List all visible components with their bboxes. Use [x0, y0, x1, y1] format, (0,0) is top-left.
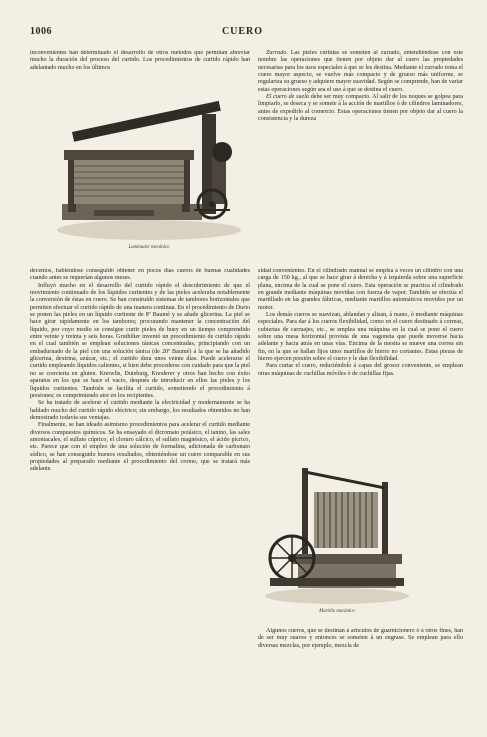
paragraph: sidad convenientes. En el cilindrado manual se emplea á veces un cilindro con una carga de 150 kg., al que se hace girar á derecha y á izquierda sobre una superficie plana, encima de la cual se pone el cuero. Esta operación se practica el cilindrado en grande mediante máquinas movidas con fuerza de vapor. También se efectúa el martillado en las grandes fábricas, mediante martillos automáticos movidos por un motor. — [258, 268, 463, 311]
martillo-illustration — [262, 458, 412, 606]
left-column-bottom — [30, 268, 250, 678]
left-column-top — [30, 50, 250, 90]
paragraph: El cuero de suela debe ser muy compacto. Al salir de los noques se golpea para limpiarlo, se deseca y se somete á la acción de martillos ó de cilindros laminadores, antes de expedirlo al comercio. Estas operaciones tienen por objeto dar al cuero la consistencia y la dureza — [258, 94, 463, 123]
figure-caption: Laminador mecánico — [128, 245, 170, 250]
paragraph: Se ha tratado de acelerar el curtido mediante la electricidad y modernamente se ha hablado mucho del curtido rápido eléctrico; sin embargo, los resultados obtenidos no han demostrado todavía sus ventajas. — [30, 400, 250, 421]
figure-martillo — [262, 458, 412, 616]
right-column-top — [258, 50, 463, 264]
paragraph: Zurrado. Las pieles curtidas se someten al zurrado, entendiéndose con este nombre las operaciones que tienen por objeto dar al cuero las propiedades necesarias para los usos especiales á que se les destina. Mediante el zurrado toma el cuero mayor aspecto, se vuelve más compacto y de grueso más uniforme, se regulariza su grueso y adquiere mayor suavidad. Según se comprende, han de variar estas operaciones según sea el uso á que se destina el cuero. — [258, 50, 463, 93]
paragraph: Finalmente, se han ideado asimismo procedimientos para acelerar el curtido mediante diversos compuestos químicos. Se ha ensayado el dicromato potásico, el tanino, las sales amoniacales, el sulfato cúprico, el cloruro cálcico, el sulfato magnésico, el ácido pícrico, etc. Parece que con el empleo de una solución de formalina, adicionada de carbonato sódico, se han conseguido buenos resultados, obteniéndose un cuero comparable en sus propiedades al preparado mediante el procedimiento del cromo, que se tratará más adelante. — [30, 422, 250, 473]
right-column-end — [258, 628, 463, 678]
paragraph-term: Zurrado. — [266, 50, 288, 56]
paragraph: Algunos cueros, que se destinan á artículos de guarnicionero ó á otros fines, han de ser muy suaves y entonces se someten á un engrase. Se emplean para ello diversas mezclas, por ejemplo, mezcla de — [258, 628, 463, 649]
figure-caption: Martillo mecánico — [319, 609, 355, 614]
paragraph: decenios, habiéndose conseguido obtener en pocos días cueros de buenas cualidades cuando antes se requerían algunos meses. — [30, 268, 250, 282]
paragraph: Los demás cueros se suavizan, ablandan y alisan, á mano, ó mediante máquinas especiales. Para dar á los cueros flexibilidad, como en el cuero destinado á correas, cubiertas de carruajes, etc., se emplea una máquina en la cual se pone el cuero sobre una mesa horizontal provista de una vagoneta que puede moverse hacia adelante y hacia atrás en unas vías. Encima de la mesita se mueve una correa sin fin, en la que se hallan fijos unos martillos de hierro no cortantes. Estas piezas de hierro ejercen presión sobre el cuero y le dan flexibilidad. — [258, 312, 463, 363]
laminador-illustration — [54, 92, 244, 242]
running-head: CUERO — [221, 26, 264, 37]
figure-laminador — [54, 92, 244, 254]
right-column-bottom — [258, 268, 463, 452]
paragraph-term: El cuero de suela — [266, 94, 309, 101]
paragraph: Para curtar el cuero, reduciéndolo á capas del grosor conveniente, se emplean otras máquinas de cuchillas móviles ó de cuchillas fijas. — [258, 363, 463, 377]
paragraph: inconvenientes han determinado el desarrollo de otros métodos que permitan abreviar mucho la duración del proceso del curtido. Los procedimientos de curtido rápido han adelantado mucho en los últimos — [30, 50, 250, 71]
paragraph: Influyó mucho en el desarrollo del curtido rápido el descubrimiento de que el movimiento continuado de los líquidos curtientes y de las pieles aceleraba notablemente la conversión de éstas en cuero. Se han construído sistemas de tambores horizontales que permiten efectuar el curtido rápido de una manera continua. En el procedimiento de Durio se ponen las pieles en un líquido curtiente de 8º Baumé y se añade glicerina. La piel se hace girar rápidamente en los tambores; procurando mantener la concentración del líquido, por cuyo medio se consigue curtir pieles de buey en un tiempo comprendido entre veinte y treinta y seis horas. Gruthilter inventó un procedimiento de curtido rápido en el cual también se emplean soluciones tánicas concentradas, principiando con un embadurnado de la piel con una solución tánica (de 20º Baumé) á la que se ha añadido glicerina, dextrina, azúcar, etc.; el curtido dura unos veinte días. Puede acelerarse el curtido empleando líquidos calientes, si bien debe procederse con cuidado para que la piel no se convierta en gluten. Knowlis, Duieburg, Knoderer y otros han hecho con éxito aparatos en los que se hace el vacío, después de introducir en ellos las pieles y los líquidos curtientes. También se facilita el curtido, sometiendo el procedimiento á presiones; es comprimiendo aire en los recipientes. — [30, 282, 250, 399]
page-number: 1006 — [30, 26, 52, 37]
page-header — [20, 26, 465, 40]
